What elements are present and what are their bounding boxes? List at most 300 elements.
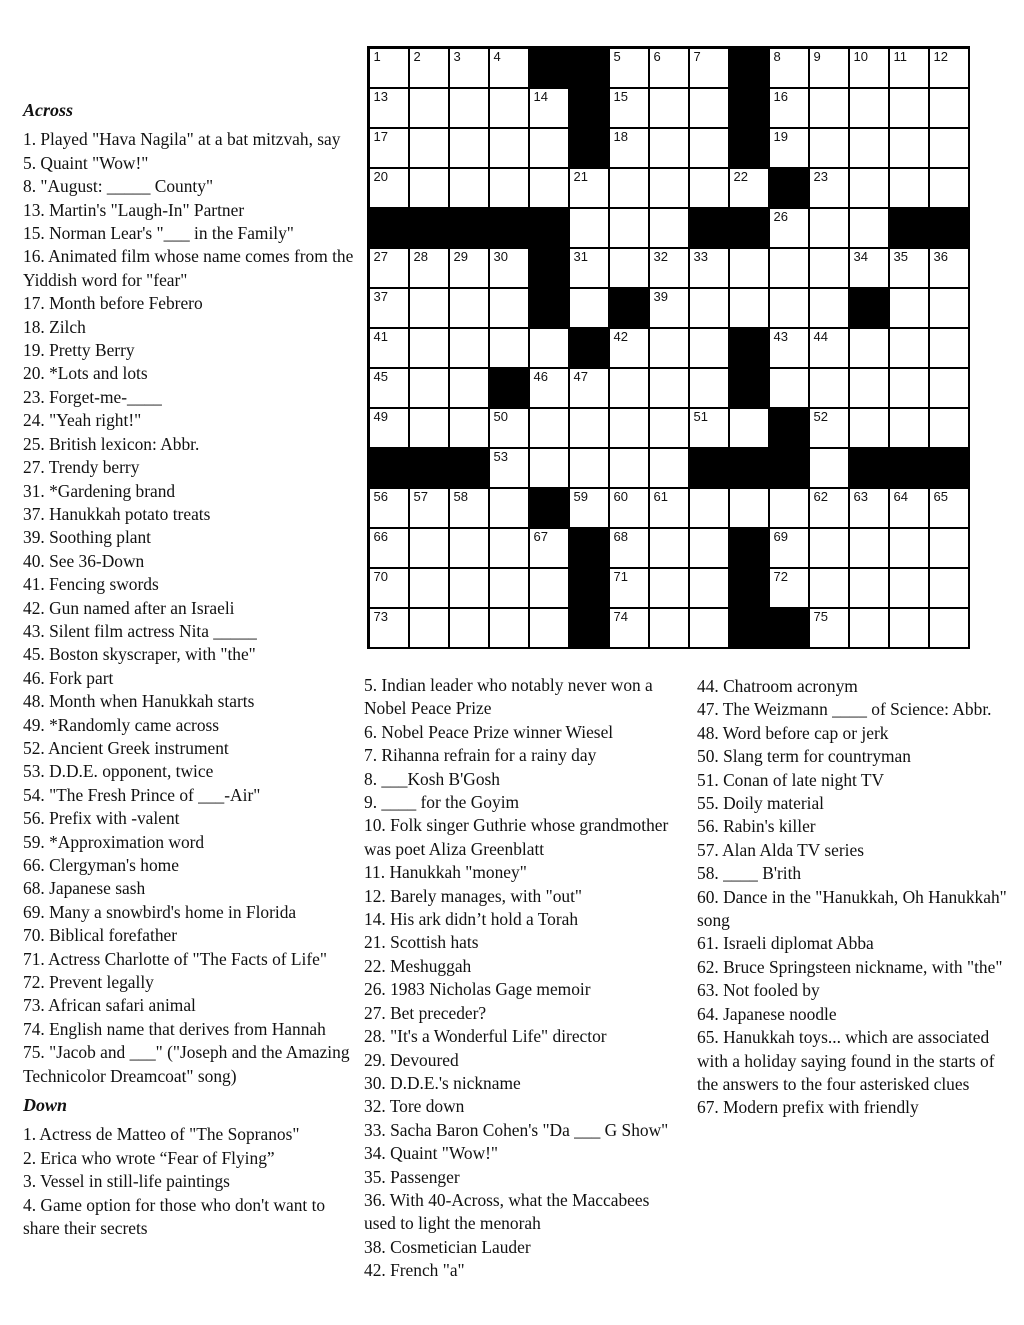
cell-number: 9: [813, 48, 821, 64]
down-clue-list-part-2: [364, 674, 684, 1283]
black-square: [729, 528, 769, 568]
grid-cell[interactable]: [609, 448, 649, 488]
black-square: [769, 168, 809, 208]
grid-cell[interactable]: [609, 368, 649, 408]
grid-cell[interactable]: [489, 288, 529, 328]
grid-cell[interactable]: [889, 568, 929, 608]
grid-cell[interactable]: [769, 208, 809, 248]
grid-cell[interactable]: [489, 448, 529, 488]
grid-cell[interactable]: [889, 528, 929, 568]
grid-cell[interactable]: [649, 288, 689, 328]
grid-cell[interactable]: [409, 328, 449, 368]
cell-number: 63: [853, 488, 868, 504]
grid-cell[interactable]: [649, 368, 689, 408]
black-square: [569, 48, 609, 88]
grid-cell[interactable]: [689, 48, 729, 88]
grid-cell[interactable]: [609, 48, 649, 88]
grid-cell[interactable]: [889, 288, 929, 328]
black-square: [609, 288, 649, 328]
clue: 12. Barely manages, with "out": [364, 885, 583, 906]
across-heading: Across: [23, 100, 74, 120]
black-square: [729, 568, 769, 608]
clue: 41. Fencing swords: [23, 574, 159, 595]
grid-cell[interactable]: [689, 408, 729, 448]
grid-cell[interactable]: [769, 488, 809, 528]
grid-cell[interactable]: [649, 248, 689, 288]
grid-cell[interactable]: [449, 288, 489, 328]
grid-cell[interactable]: [569, 288, 609, 328]
clue: 33. Sacha Baron Cohen's "Da ___ G Show": [364, 1119, 669, 1140]
clue: 66. Clergyman's home: [23, 855, 179, 875]
clue: 34. Quaint "Wow!": [364, 1143, 499, 1164]
clue: 32. Tore down: [364, 1096, 465, 1117]
grid-cell[interactable]: [689, 168, 729, 208]
grid-cell[interactable]: [889, 168, 929, 208]
cell-number: 17: [373, 128, 388, 144]
grid-cell[interactable]: [489, 248, 529, 288]
grid-cell[interactable]: [489, 608, 529, 648]
clue: 51. Conan of late night TV: [697, 769, 885, 790]
black-square: [369, 448, 409, 488]
grid-cell[interactable]: [889, 488, 929, 528]
grid-cell[interactable]: [649, 208, 689, 248]
grid-cell[interactable]: [689, 568, 729, 608]
grid-cell[interactable]: [609, 608, 649, 648]
grid-cell[interactable]: [849, 48, 889, 88]
clue: 58. ____ B'rith: [697, 863, 802, 884]
clue: 52. Ancient Greek instrument: [23, 737, 229, 758]
black-square: [729, 88, 769, 128]
clue: 56. Rabin's killer: [697, 816, 816, 837]
grid-cell[interactable]: [369, 48, 409, 88]
grid-cell[interactable]: [529, 608, 569, 648]
black-square: [729, 328, 769, 368]
grid-cell[interactable]: [649, 488, 689, 528]
grid-cell[interactable]: [689, 328, 729, 368]
cell-number: 49: [373, 408, 388, 424]
black-square: [569, 88, 609, 128]
grid-cell[interactable]: [849, 208, 889, 248]
cell-number: 5: [613, 48, 621, 64]
clue: 10. Folk singer Guthrie whose grandmother was poet Aliza Greenblatt: [364, 815, 669, 859]
grid-cell[interactable]: [849, 328, 889, 368]
grid-cell[interactable]: [609, 568, 649, 608]
grid-cell[interactable]: [369, 408, 409, 448]
grid-cell[interactable]: [489, 528, 529, 568]
grid-cell[interactable]: [929, 48, 969, 88]
across-clue-list: [23, 128, 355, 1088]
grid-cell[interactable]: [889, 248, 929, 288]
grid-cell[interactable]: [849, 88, 889, 128]
cell-number: 43: [773, 328, 788, 344]
grid-cell[interactable]: [569, 448, 609, 488]
grid-cell[interactable]: [529, 408, 569, 448]
grid-cell[interactable]: [689, 368, 729, 408]
grid-cell[interactable]: [649, 168, 689, 208]
grid-cell[interactable]: [929, 528, 969, 568]
clue: 44. Chatroom acronym: [697, 676, 858, 696]
grid-cell[interactable]: [729, 408, 769, 448]
grid-cell[interactable]: [529, 448, 569, 488]
grid-cell[interactable]: [529, 328, 569, 368]
clue: 28. "It's a Wonderful Life" director: [364, 1026, 607, 1047]
clue: 46. Fork part: [23, 667, 114, 688]
grid-cell[interactable]: [849, 608, 889, 648]
cell-number: 26: [773, 208, 788, 224]
grid-cell[interactable]: [809, 448, 849, 488]
grid-cell[interactable]: [569, 488, 609, 528]
cell-number: 30: [493, 248, 508, 264]
grid-cell[interactable]: [929, 168, 969, 208]
grid-cell[interactable]: [929, 408, 969, 448]
grid-cell[interactable]: [609, 128, 649, 168]
grid-cell[interactable]: [369, 168, 409, 208]
grid-cell[interactable]: [809, 408, 849, 448]
grid-cell[interactable]: [409, 128, 449, 168]
grid-cell[interactable]: [849, 248, 889, 288]
clue: 67. Modern prefix with friendly: [697, 1097, 919, 1118]
clue: 22. Meshuggah: [364, 955, 472, 976]
cell-number: 47: [573, 368, 588, 384]
grid-cell[interactable]: [369, 568, 409, 608]
black-square: [729, 448, 769, 488]
black-square: [769, 608, 809, 648]
black-square: [529, 248, 569, 288]
black-square: [689, 448, 729, 488]
grid-cell[interactable]: [649, 408, 689, 448]
grid-cell[interactable]: [409, 48, 449, 88]
grid-cell[interactable]: [849, 528, 889, 568]
cell-number: 28: [413, 248, 428, 264]
grid-cell[interactable]: [889, 368, 929, 408]
grid-cell[interactable]: [889, 608, 929, 648]
grid-cell[interactable]: [609, 208, 649, 248]
grid-cell[interactable]: [449, 608, 489, 648]
grid-cell[interactable]: [689, 608, 729, 648]
grid-cell[interactable]: [569, 208, 609, 248]
cell-number: 23: [813, 168, 828, 184]
grid-cell[interactable]: [689, 288, 729, 328]
grid-cell[interactable]: [729, 248, 769, 288]
grid-cell[interactable]: [489, 88, 529, 128]
grid-cell[interactable]: [529, 528, 569, 568]
grid-cell[interactable]: [369, 368, 409, 408]
grid-cell[interactable]: [769, 288, 809, 328]
grid-cell[interactable]: [529, 128, 569, 168]
grid-cell[interactable]: [769, 528, 809, 568]
grid-cell[interactable]: [409, 88, 449, 128]
clue: 3. Vessel in still-life paintings: [23, 1171, 230, 1192]
cell-number: 53: [493, 448, 508, 464]
grid-cell[interactable]: [729, 488, 769, 528]
black-square: [729, 128, 769, 168]
grid-cell[interactable]: [929, 248, 969, 288]
grid-cell[interactable]: [809, 568, 849, 608]
black-square: [409, 208, 449, 248]
grid-cell[interactable]: [609, 528, 649, 568]
grid-cell[interactable]: [649, 448, 689, 488]
grid-cell[interactable]: [649, 568, 689, 608]
grid-cell[interactable]: [689, 528, 729, 568]
grid-cell[interactable]: [569, 408, 609, 448]
black-square: [569, 528, 609, 568]
grid-cell[interactable]: [409, 608, 449, 648]
clue: 37. Hanukkah potato treats: [23, 503, 211, 524]
grid-cell[interactable]: [409, 288, 449, 328]
clue: 9. ____ for the Goyim: [364, 792, 520, 813]
clue: 69. Many a snowbird's home in Florida: [23, 901, 297, 922]
grid-cell[interactable]: [569, 368, 609, 408]
grid-cell[interactable]: [609, 248, 649, 288]
grid-cell[interactable]: [929, 488, 969, 528]
grid-cell[interactable]: [369, 608, 409, 648]
black-square: [569, 568, 609, 608]
cell-number: 7: [693, 48, 701, 64]
cell-number: 36: [933, 248, 948, 264]
grid-cell[interactable]: [809, 368, 849, 408]
grid-cell[interactable]: [849, 488, 889, 528]
clue: 45. Boston skyscraper, with "the": [23, 644, 256, 665]
grid-cell[interactable]: [769, 328, 809, 368]
clue: 24. "Yeah right!": [23, 410, 142, 431]
grid-cell[interactable]: [689, 88, 729, 128]
grid-cell[interactable]: [689, 128, 729, 168]
cell-number: 3: [453, 48, 461, 64]
grid-cell[interactable]: [889, 88, 929, 128]
cell-number: 72: [773, 568, 788, 584]
clue: 70. Biblical forefather: [23, 925, 178, 946]
clue: 65. Hanukkah toys... which are associated with a holiday saying found in the starts of the answers to the four asterisked clues: [697, 1027, 995, 1094]
grid-cell[interactable]: [809, 88, 849, 128]
cell-number: 42: [613, 328, 628, 344]
grid-cell[interactable]: [809, 48, 849, 88]
cell-number: 75: [813, 608, 828, 624]
grid-cell[interactable]: [809, 128, 849, 168]
grid-cell[interactable]: [449, 368, 489, 408]
clue: 48. Month when Hanukkah starts: [23, 691, 255, 712]
clue: 7. Rihanna refrain for a rainy day: [364, 745, 597, 766]
grid-cell[interactable]: [609, 488, 649, 528]
clue: 56. Prefix with -valent: [23, 808, 180, 829]
grid-cell[interactable]: [809, 328, 849, 368]
grid-cell[interactable]: [449, 488, 489, 528]
grid-cell[interactable]: [409, 528, 449, 568]
grid-cell[interactable]: [689, 488, 729, 528]
black-square: [489, 368, 529, 408]
down-heading: Down: [23, 1095, 68, 1116]
black-square: [569, 328, 609, 368]
grid-cell[interactable]: [929, 368, 969, 408]
grid-cell[interactable]: [769, 248, 809, 288]
black-square: [769, 448, 809, 488]
grid-cell[interactable]: [689, 248, 729, 288]
grid-cell[interactable]: [409, 248, 449, 288]
grid-cell[interactable]: [889, 408, 929, 448]
grid-cell[interactable]: [449, 128, 489, 168]
clue: 31. *Gardening brand: [23, 480, 176, 501]
cell-number: 20: [373, 168, 388, 184]
grid-cell[interactable]: [929, 288, 969, 328]
grid-cell[interactable]: [369, 328, 409, 368]
grid-cell[interactable]: [809, 528, 849, 568]
clue: 11. Hanukkah "money": [364, 862, 527, 883]
grid-cell[interactable]: [489, 328, 529, 368]
cell-number: 44: [813, 328, 828, 344]
down-clue-list-part-1: [23, 1123, 355, 1240]
cell-number: 33: [693, 248, 708, 264]
grid-cell[interactable]: [769, 48, 809, 88]
grid-cell[interactable]: [409, 408, 449, 448]
grid-cell[interactable]: [849, 128, 889, 168]
grid-cell[interactable]: [449, 528, 489, 568]
grid-cell[interactable]: [449, 88, 489, 128]
grid-cell[interactable]: [489, 488, 529, 528]
grid-cell[interactable]: [489, 128, 529, 168]
grid-cell[interactable]: [769, 368, 809, 408]
cell-number: 52: [813, 408, 828, 424]
black-square: [929, 448, 969, 488]
grid-cell[interactable]: [929, 328, 969, 368]
black-square: [729, 48, 769, 88]
cell-number: 57: [413, 488, 428, 504]
grid-cell[interactable]: [529, 368, 569, 408]
grid-cell[interactable]: [409, 368, 449, 408]
grid-cell[interactable]: [729, 168, 769, 208]
grid-cell[interactable]: [649, 88, 689, 128]
cell-number: 1: [373, 48, 381, 64]
cell-number: 13: [373, 88, 388, 104]
grid-cell[interactable]: [449, 48, 489, 88]
grid-cell[interactable]: [369, 528, 409, 568]
grid-cell[interactable]: [649, 328, 689, 368]
grid-cell[interactable]: [529, 568, 569, 608]
grid-cell[interactable]: [649, 608, 689, 648]
grid-cell[interactable]: [769, 568, 809, 608]
clue: 71. Actress Charlotte of "The Facts of Life": [23, 948, 327, 969]
grid-cell[interactable]: [809, 288, 849, 328]
cell-number: 65: [933, 488, 948, 504]
grid-cell[interactable]: [569, 168, 609, 208]
clue: 43. Silent film actress Nita _____: [23, 620, 257, 641]
clue: 62. Bruce Springsteen nickname, with "the": [697, 956, 1003, 977]
cell-number: 59: [573, 488, 588, 504]
grid-cell[interactable]: [369, 88, 409, 128]
grid-cell[interactable]: [409, 168, 449, 208]
clue: 15. Norman Lear's "___ in the Family": [23, 223, 294, 244]
black-square: [489, 208, 529, 248]
grid-cell[interactable]: [649, 528, 689, 568]
grid-cell[interactable]: [809, 488, 849, 528]
cell-number: 60: [613, 488, 628, 504]
clue: 42. Gun named after an Israeli: [23, 597, 235, 618]
cell-number: 37: [373, 288, 388, 304]
grid-cell[interactable]: [529, 168, 569, 208]
grid-cell[interactable]: [929, 128, 969, 168]
grid-cell[interactable]: [729, 288, 769, 328]
grid-cell[interactable]: [489, 168, 529, 208]
grid-cell[interactable]: [609, 88, 649, 128]
clue: 47. The Weizmann ____ of Science: Abbr.: [697, 699, 992, 720]
grid-cell[interactable]: [369, 288, 409, 328]
black-square: [929, 208, 969, 248]
grid-cell[interactable]: [889, 48, 929, 88]
grid-cell[interactable]: [609, 168, 649, 208]
clue: 18. Zilch: [23, 316, 86, 337]
cell-number: 71: [613, 568, 628, 584]
grid-cell[interactable]: [489, 408, 529, 448]
clue: 8. "August: _____ County": [23, 176, 214, 197]
cell-number: 2: [413, 48, 421, 64]
clue: 50. Slang term for countryman: [697, 746, 911, 767]
cell-number: 58: [453, 488, 468, 504]
black-square: [529, 208, 569, 248]
cell-number: 56: [373, 488, 388, 504]
grid-cell[interactable]: [809, 208, 849, 248]
grid-cell[interactable]: [929, 568, 969, 608]
cell-number: 35: [893, 248, 908, 264]
cell-number: 18: [613, 128, 628, 144]
down-clue-list-part-3: [697, 675, 1007, 1120]
black-square: [449, 208, 489, 248]
black-square: [849, 448, 889, 488]
grid-cell[interactable]: [449, 168, 489, 208]
grid-cell[interactable]: [769, 88, 809, 128]
cell-number: 22: [733, 168, 748, 184]
grid-cell[interactable]: [409, 568, 449, 608]
grid-cell[interactable]: [929, 88, 969, 128]
grid-cell[interactable]: [609, 328, 649, 368]
grid-cell[interactable]: [409, 488, 449, 528]
grid-cell[interactable]: [849, 168, 889, 208]
grid-cell[interactable]: [449, 408, 489, 448]
grid-cell[interactable]: [609, 408, 649, 448]
clue: 26. 1983 Nicholas Gage memoir: [364, 979, 591, 1000]
grid-cell[interactable]: [449, 568, 489, 608]
black-square: [729, 368, 769, 408]
grid-cell[interactable]: [649, 128, 689, 168]
grid-cell[interactable]: [529, 88, 569, 128]
clue: 39. Soothing plant: [23, 527, 152, 548]
grid-cell[interactable]: [809, 248, 849, 288]
black-square: [889, 448, 929, 488]
clue: 36. With 40-Across, what the Maccabees used to light the menorah: [364, 1189, 650, 1234]
grid-cell[interactable]: [649, 48, 689, 88]
grid-cell[interactable]: [449, 248, 489, 288]
grid-cell[interactable]: [769, 128, 809, 168]
grid-cell[interactable]: [369, 488, 409, 528]
grid-cell[interactable]: [849, 368, 889, 408]
grid-cell[interactable]: [449, 328, 489, 368]
clue: 6. Nobel Peace Prize winner Wiesel: [364, 721, 614, 742]
clue: 64. Japanese noodle: [697, 1003, 837, 1024]
grid-cell[interactable]: [489, 48, 529, 88]
grid-cell[interactable]: [489, 568, 529, 608]
grid-cell[interactable]: [849, 408, 889, 448]
grid-cell[interactable]: [889, 128, 929, 168]
grid-cell[interactable]: [929, 608, 969, 648]
grid-cell[interactable]: [889, 328, 929, 368]
grid-cell[interactable]: [849, 568, 889, 608]
cell-number: 19: [773, 128, 788, 144]
clue: 5. Indian leader who notably never won a Nobel Peace Prize: [364, 675, 653, 719]
grid-cell[interactable]: [809, 168, 849, 208]
black-square: [849, 288, 889, 328]
grid-cell[interactable]: [809, 608, 849, 648]
grid-cell[interactable]: [369, 248, 409, 288]
grid-cell[interactable]: [369, 128, 409, 168]
black-square: [729, 608, 769, 648]
grid-cell[interactable]: [569, 248, 609, 288]
